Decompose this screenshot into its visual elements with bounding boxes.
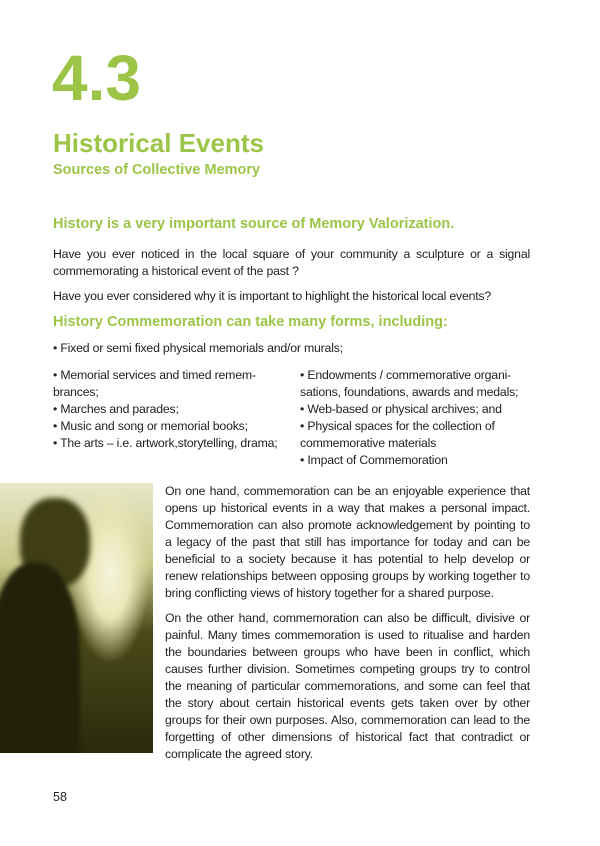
commemoration-text xyxy=(165,483,530,771)
bullet-columns xyxy=(53,367,530,469)
heading-memory-valorization: History is a very important source of Memory Valorization. xyxy=(53,216,455,232)
bullet-memorials: • Fixed or semi fixed physical memorials and/or murals; xyxy=(53,341,343,355)
page-number: 58 xyxy=(53,790,67,804)
list-item: • The arts – i.e. artwork,storytelling, drama; xyxy=(53,436,278,450)
list-item: • Impact of Commemoration xyxy=(300,453,448,467)
list-item: • Marches and parades; xyxy=(53,402,179,416)
right-bullet-list xyxy=(300,367,530,469)
list-item: • Memorial services and timed remem-brances; xyxy=(53,368,256,399)
page-title: Historical Events xyxy=(53,128,264,158)
section-number: 4.3 xyxy=(52,42,141,114)
silhouette-photo xyxy=(0,483,153,753)
paragraph-1: Have you ever noticed in the local square of your community a sculpture or a signal commemorating a historical event of the past ? xyxy=(53,247,530,278)
subtitle: Sources of Collective Memory xyxy=(53,162,261,178)
list-item: • Music and song or memorial books; xyxy=(53,419,248,433)
paragraph-3: On one hand, commemoration can be an enjoyable experience that opens up historical events in a way that makes a personal impact. Commemoration can also promote acknowledgement by pointing to a legacy of the past that still has importance for today and can be beneficial to a society because it has potential to help develop or renew relationships between opposing groups by working together to bring conflicting views of history together for a shared purpose. xyxy=(165,484,530,600)
paragraph-2: Have you ever considered why it is important to highlight the historical local events? xyxy=(53,289,492,303)
list-item: • Physical spaces for the collection of commemorative materials xyxy=(300,419,495,450)
paragraph-4: On the other hand, commemoration can also be difficult, divisive or painful. Many times commemoration is used to ritualise and harden the boundaries between groups who have been in conflict, which causes further division. Sometimes competing groups try to control the meaning of particular commemorations, and some can feel that the story about certain historical events gets taken over by other groups for their own purposes. Also, commemoration can lead to the forgetting of other dimensions of historical fact that contradict or complicate the agreed story. xyxy=(165,611,530,761)
list-item: • Endowments / commemorative organi-sations, foundations, awards and medals; xyxy=(300,368,519,399)
left-bullet-list xyxy=(53,367,283,469)
photo-and-text xyxy=(0,483,530,771)
heading-commemoration-forms: History Commemoration can take many forms, including: xyxy=(53,314,448,330)
body-content xyxy=(53,215,530,835)
list-item: • Web-based or physical archives; and xyxy=(300,402,502,416)
